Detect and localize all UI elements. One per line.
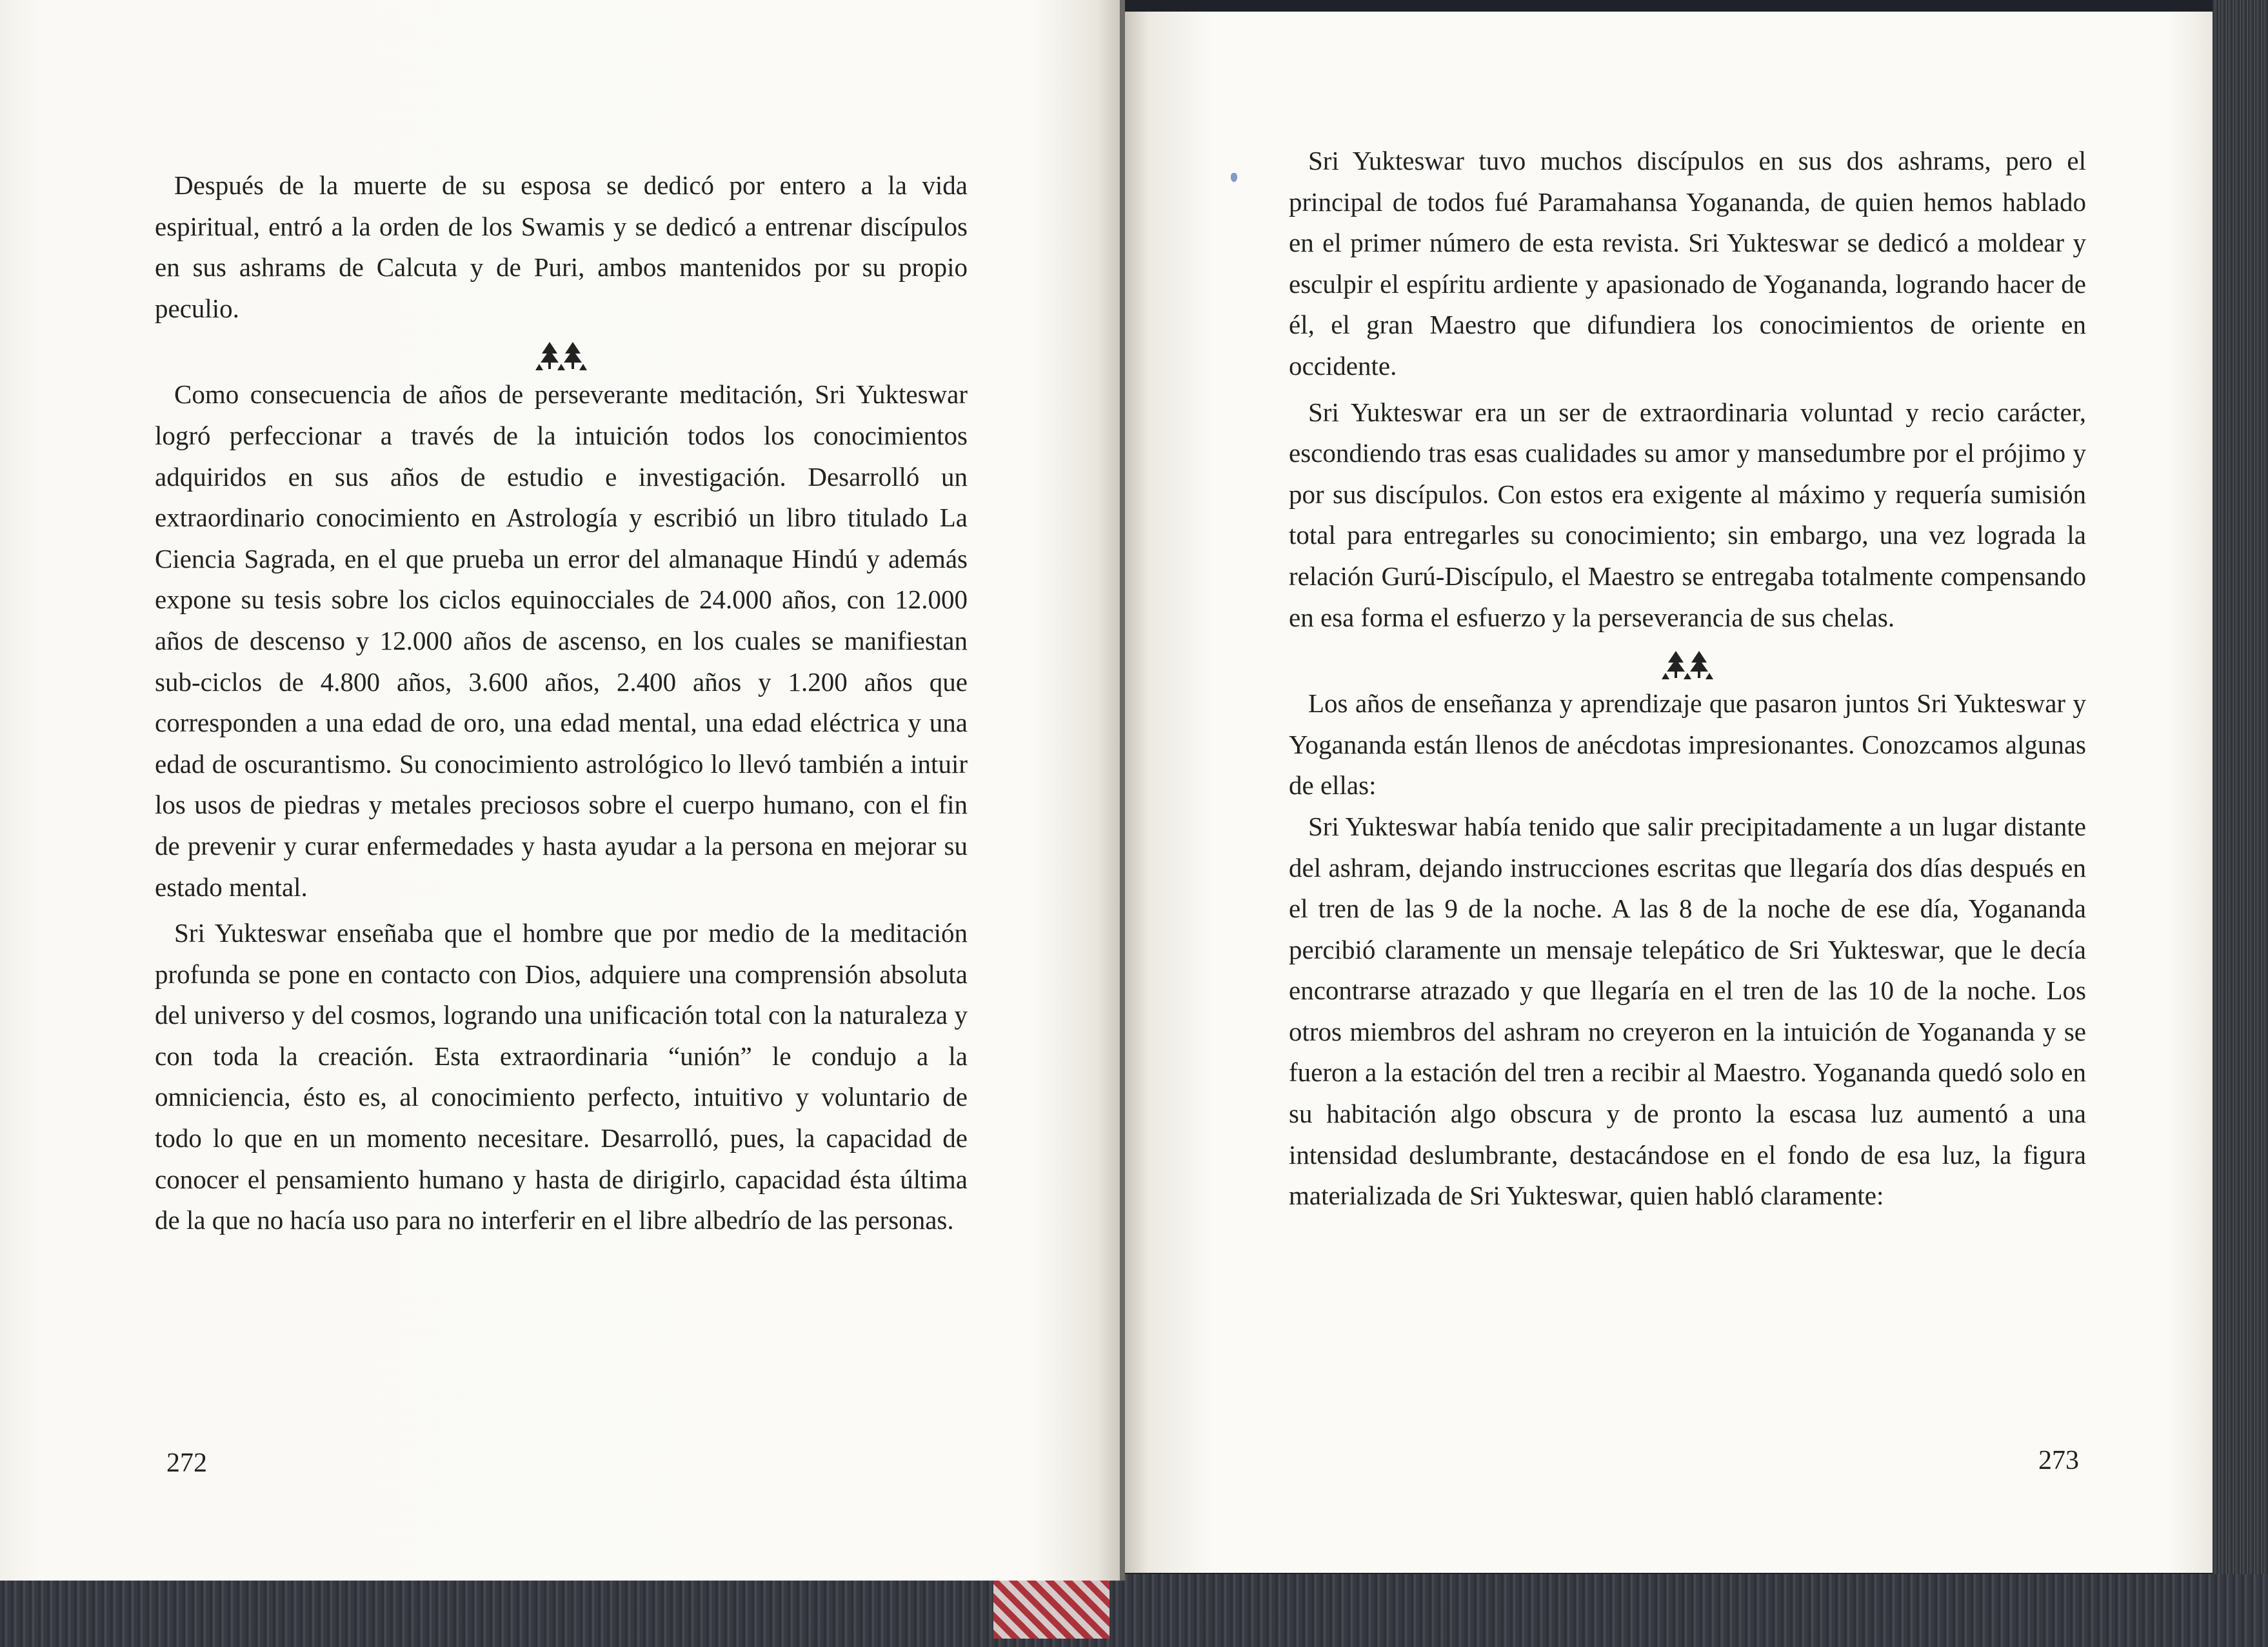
book-cover-edge bbox=[0, 1574, 2268, 1647]
paragraph: Sri Yukteswar había tenido que salir precipitadamente a un lugar distante del ashram, dejando instrucciones escritas que llegaría dos días después en el tren de las 9 de la noche. A las 8 de la noche de ese día, Yogananda percibió claramente un mensaje telepático de Sri Yukteswar, que le decía encontrarse atrazado y que llegaría en el tren de las 10 de la noche. Los otros miembros del ashram no creyeron en la intuición de Yogananda y se fueron a la estación del tren a recibir al Maestro. Yogananda quedó solo en su habitación algo obscura y de pronto la escasa luz aumentó a una intensidad deslumbrante, destacándose en el fondo de esa luz, la figura materializada de Sri Yukteswar, quien habló claramente: bbox=[1289, 811, 2086, 1211]
paragraph: Como consecuencia de años de perseverante meditación, Sri Yukteswar logró perfeccionar a través de la intuición todos los conocimientos adquiridos en sus años de estudio e investigación. Desarrolló un extraordinario conocimiento en Astrología y escribió un libro titulado La Ciencia Sagrada, en el que prueba un error del almanaque Hindú y además expone su tesis sobre los ciclos equinocciales de 24.000 años, con 12.000 años de descenso y 12.000 años de ascenso, en los cuales se manifiestan sub-ciclos de 4.800 años, 3.600 años, 2.400 años y 1.200 años que corresponden a una edad de oro, una edad mental, una edad eléctrica y una edad de oscurantismo. Su conocimiento astrológico lo llevó también a intuir los usos de piedras y metales preciosos sobre el cuerpo humano, con el fin de prevenir y curar enfermedades y hasta ayudar a la persona en mejorar su estado mental. bbox=[155, 379, 968, 902]
page-number: 273 bbox=[2038, 1446, 2079, 1475]
ink-mark bbox=[1231, 173, 1237, 182]
paragraph: Después de la muerte de su esposa se dedicó por entero a la vida espiritual, entró a la orden de los Swamis y se dedicó a entrenar discípulos en sus ashrams de Calcuta y de Puri, ambos mantenidos por su propio peculio. bbox=[155, 170, 968, 323]
tree-ornament-icon bbox=[1289, 642, 2086, 683]
right-page-text bbox=[1289, 141, 2086, 1217]
left-page-text bbox=[155, 165, 968, 1241]
paragraph: Sri Yukteswar tuvo muchos discípulos en sus dos ashrams, pero el principal de todos fué Paramahansa Yogananda, de quien hemos hablado en el primer número de esta revista. Sri Yukteswar se dedicó a moldear y esculpir el espíritu ardiente y apasionado de Yogananda, logrando hacer de él, el gran Maestro que difundiera los conocimientos de oriente en occidente. bbox=[1289, 146, 2086, 381]
page-edges bbox=[2213, 0, 2268, 1574]
paragraph: Sri Yukteswar era un ser de extraordinaria voluntad y recio carácter, escondiendo tras esas cualidades su amor y mansedumbre por el prójimo y por sus discípulos. Con estos era exigente al máximo y requería sumisión total para entregarles su conocimiento; sin embargo, una vez lograda la relación Gurú-Discípulo, el Maestro se entregaba totalmente compensando en esa forma el esfuerzo y la perseverancia de sus chelas. bbox=[1289, 397, 2086, 632]
paragraph: Sri Yukteswar enseñaba que el hombre que por medio de la meditación profunda se pone en contacto con Dios, adquiere una comprensión absoluta del universo y del cosmos, logrando una unificación total con la naturaleza y con toda la creación. Esta extraordinaria “unión” le condujo a la omniciencia, ésto es, al conocimiento perfecto, intuitivo y voluntario de todo lo que en un momento necesitare. Desarrolló, pues, la capacidad de conocer el pensamiento humano y hasta de dirigirlo, capacidad ésta última de la que no hacía uso para no interferir en el libre albedrío de las personas. bbox=[155, 918, 968, 1235]
tree-ornament-icon bbox=[155, 333, 968, 374]
book-gutter bbox=[1120, 0, 1125, 1581]
paragraph: Los años de enseñanza y aprendizaje que pasaron juntos Sri Yukteswar y Yogananda están llenos de anécdotas impresionantes. Conozcamos algunas de ellas: bbox=[1289, 688, 2086, 801]
page-number: 272 bbox=[166, 1448, 207, 1478]
